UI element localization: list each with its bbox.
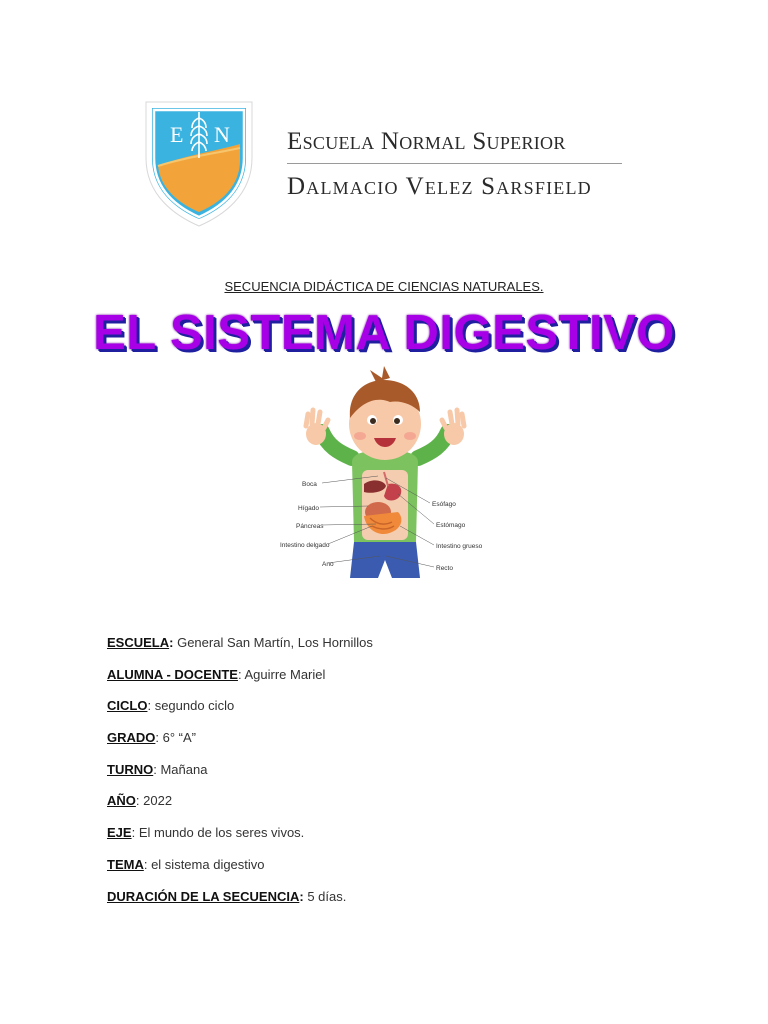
label-boca: Boca [302,481,317,488]
school-name-line2: Dalmacio Velez Sarsfield [287,173,592,200]
school-name-line1: Escuela Normal Superior [287,128,566,155]
label-intestino-grueso: Intestino grueso [436,543,483,550]
info-value: El mundo de los seres vivos. [135,825,305,841]
child-digestive-system-illustration [280,366,490,588]
info-separator: : [169,635,174,650]
info-separator: : [147,698,152,714]
logo-letter-n: N [214,122,230,147]
label-ano: Ano [322,561,334,568]
info-key: ESCUELA [107,635,170,650]
info-row-grado [107,726,707,758]
info-separator: : [131,825,136,841]
info-value: segundo ciclo [151,698,235,714]
label-intestino-delgado: Intestino delgado [280,542,330,549]
document-info-list [107,631,707,916]
label-recto: Recto [436,565,453,572]
info-row-escuela [107,631,707,663]
info-separator: : [153,761,157,777]
info-separator: : [237,666,242,682]
info-row-eje [107,821,707,853]
info-key: GRADO [107,730,156,746]
label-esofago: Esófago [432,501,456,508]
info-value: 6° “A” [159,730,196,746]
info-separator: : [155,730,160,746]
info-key: EJE [107,825,132,841]
info-separator: : [299,888,304,904]
info-row-ciclo [107,694,707,726]
info-key: DURACIÓN DE LA SECUENCIA [107,888,300,904]
label-pancreas: Páncreas [296,523,324,530]
label-higado: Hígado [298,505,319,512]
info-row-tema [107,853,707,885]
info-key: AÑO [107,793,136,809]
info-value: el sistema digestivo [147,856,265,872]
document-subtitle: SECUENCIA DIDÁCTICA DE CIENCIAS NATURALES. [224,279,544,294]
info-row-turno [107,758,707,790]
info-key: ALUMNA - DOCENTE [107,666,238,682]
logo-letter-e: E [170,122,184,147]
info-value: Aguirre Mariel [241,666,326,682]
info-row-duracion [107,885,707,917]
info-value: 5 días. [303,888,347,904]
info-separator: : [135,793,140,809]
info-row-anio [107,789,707,821]
label-estomago: Estómago [436,522,466,529]
info-separator: : [143,856,148,872]
school-name [287,125,622,204]
document-title: EL SISTEMA DIGESTIVO [93,306,675,360]
info-value: 2022 [139,793,173,809]
school-shield-logo [142,96,256,228]
info-value: Mañana [156,761,208,777]
info-key: CICLO [107,698,148,714]
info-key: TEMA [107,856,144,872]
info-row-alumna-docente [107,663,707,695]
info-value: General San Martín, Los Hornillos [173,635,373,650]
school-name-divider [287,163,622,164]
info-key: TURNO [107,761,154,777]
